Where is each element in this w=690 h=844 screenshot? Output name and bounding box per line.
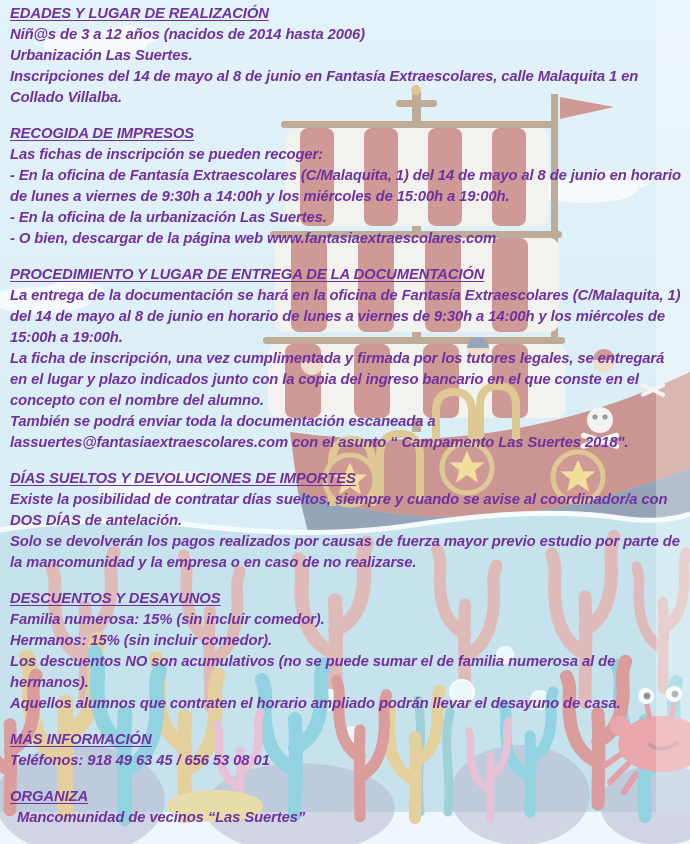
section-dias-sueltos-devoluciones [10, 469, 682, 574]
paragraph: Familia numerosa: 15% (sin incluir comedor). [10, 612, 325, 628]
paragraph: - En la oficina de Fantasía Extraescolares (C/Malaquita, 1) del 14 de mayo al 8 de junio en horario de lunes a viernes de 9:30h a 14:00h y los miércoles de 15:00h a 19:00h. [10, 168, 681, 205]
section-edades-y-lugar [10, 4, 682, 109]
paragraph: - O bien, descargar de la página web www.fantasiaextraescolares.com [10, 231, 497, 247]
paragraph: Teléfonos: 918 49 63 45 / 656 53 08 01 [10, 753, 270, 769]
section-recogida-de-impresos [10, 124, 682, 250]
section-heading: ORGANIZA [10, 789, 89, 805]
paragraph: Inscripciones del 14 de mayo al 8 de junio en Fantasía Extraescolares, calle Malaquita 1 en Collado Villalba. [10, 69, 639, 106]
paragraph: Mancomunidad de vecinos “Las Suertes” [17, 810, 306, 826]
flyer-content [10, 4, 682, 844]
section-heading: PROCEDIMIENTO Y LUGAR DE ENTREGA DE LA DOCUMENTACIÓN [10, 267, 485, 283]
paragraph: Los descuentos NO son acumulativos (no se puede sumar el de familia numerosa al de hermanos). [10, 654, 616, 691]
section-organiza [10, 787, 682, 829]
section-procedimiento-entrega [10, 265, 682, 454]
paragraph: Aquellos alumnos que contraten el horario ampliado podrán llevar el desayuno de casa. [10, 696, 621, 712]
paragraph: - En la oficina de la urbanización Las Suertes. [10, 210, 327, 226]
section-descuentos-desayunos [10, 589, 682, 715]
paragraph: Solo se devolverán los pagos realizados por causas de fuerza mayor previo estudio por parte de la mancomunidad y la empresa o en caso de no realizarse. [10, 534, 680, 571]
section-heading: DÍAS SUELTOS Y DEVOLUCIONES DE IMPORTES [10, 471, 356, 487]
paragraph: También se podrá enviar toda la documentación escaneada a lassuertes@fantasiaextraescolares.com con el asunto “ Campamento Las Suertes 2018". [10, 414, 629, 451]
section-heading: RECOGIDA DE IMPRESOS [10, 126, 195, 142]
section-heading: EDADES Y LUGAR DE REALIZACIÓN [10, 6, 269, 22]
section-heading: MÁS INFORMACIÓN [10, 732, 152, 748]
paragraph: Hermanos: 15% (sin incluir comedor). [10, 633, 272, 649]
paragraph: Niñ@s de 3 a 12 años (nacidos de 2014 hasta 2006) [10, 27, 365, 43]
section-mas-informacion [10, 730, 682, 772]
paragraph: La entrega de la documentación se hará en la oficina de Fantasía Extraescolares (C/Malaquita, 1) del 14 de mayo al 8 de junio en horario de lunes a viernes de 9:30h a 14:00h y los miércoles de 15:00h a 19:00h. [10, 288, 681, 346]
paragraph: La ficha de inscripción, una vez cumplimentada y firmada por los tutores legales, se entregará en el lugar y plazo indicados junto con la copia del ingreso bancario en el que conste en el concepto con el nombre del alumno. [10, 351, 665, 409]
paragraph: Urbanización Las Suertes. [10, 48, 193, 64]
section-heading: DESCUENTOS Y DESAYUNOS [10, 591, 221, 607]
paragraph: Existe la posibilidad de contratar días sueltos, siempre y cuando se avise al coordinador/a con DOS DÍAS de antelación. [10, 492, 668, 529]
paragraph: Las fichas de inscripción se pueden recoger: [10, 147, 324, 163]
